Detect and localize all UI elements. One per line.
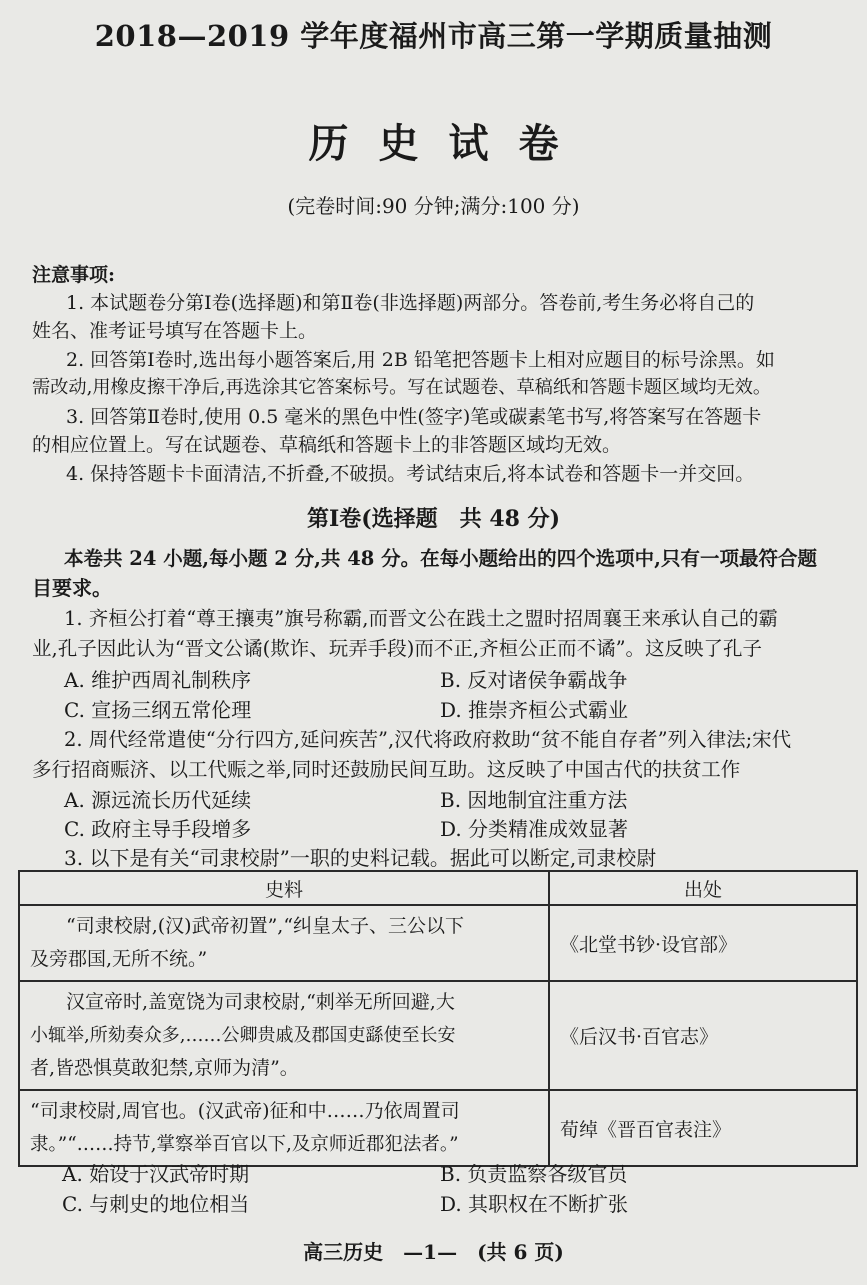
table-cell-text	[19, 905, 549, 981]
question-3-option-a[interactable]: A. 始设于汉武帝时期	[62, 1162, 250, 1186]
question-1-option-a[interactable]: A. 维护西周礼制秩序	[64, 668, 252, 692]
question-1-stem: 1. 齐桓公打着“尊王攘夷”旗号称霸,而晋文公在践土之盟时招周襄王来承认自己的霸	[64, 607, 778, 630]
cell-line: 小辄举,所劾奏众多,……公卿贵戚及郡国吏繇使至长安	[30, 1025, 456, 1046]
cell-line: 隶。”“……持节,掌察举百官以下,及京师近郡犯法者。”	[30, 1134, 459, 1155]
exam-meta: (完卷时间:90 分钟;满分:100 分)	[287, 194, 580, 218]
exam-title: 2018—2019 学年度福州市高三第一学期质量抽测	[94, 19, 773, 53]
cell-line: 汉宣帝时,盖宽饶为司隶校尉,“刺举无所回避,大	[66, 991, 455, 1013]
note-line: 的相应位置上。写在试题卷、草稿纸和答题卡上的非答题区域均无效。	[32, 434, 622, 456]
question-3-option-b[interactable]: B. 负责监察各级官员	[440, 1162, 628, 1186]
subject-title: 历史试卷	[308, 120, 589, 167]
note-line: 需改动,用橡皮擦干净后,再选涂其它答案标号。写在试题卷、草稿纸和答题卡题区域均无效。	[32, 377, 772, 398]
question-2-stem: 2. 周代经常遣使“分行四方,延问疾苦”,汉代将政府救助“贫不能自存者”列入律法;宋代	[64, 728, 792, 751]
column-header-source-text: 史料	[19, 871, 549, 905]
section-intro: 目要求。	[32, 576, 112, 600]
section-title: 第Ⅰ卷(选择题 共 48 分)	[306, 506, 561, 532]
table-row	[19, 905, 857, 981]
question-2-option-d[interactable]: D. 分类精准成效显著	[440, 817, 629, 841]
question-2-option-a[interactable]: A. 源远流长历代延续	[64, 788, 252, 812]
question-1-stem: 业,孔子因此认为“晋文公谲(欺诈、玩弄手段)而不正,齐桓公正而不谲”。这反映了孔子	[32, 637, 763, 660]
source-table	[18, 870, 858, 1167]
cell-line: 者,皆恐惧莫敢犯禁,京师为清”。	[30, 1057, 299, 1079]
table-cell-text	[19, 1090, 549, 1166]
table-cell-source: 《后汉书·百官志》	[549, 981, 857, 1090]
question-3-stem: 3. 以下是有关“司隶校尉”一职的史料记载。据此可以断定,司隶校尉	[64, 846, 657, 870]
question-2-stem: 多行招商赈济、以工代赈之举,同时还鼓励民间互助。这反映了中国古代的扶贫工作	[32, 758, 741, 781]
note-line: 4. 保持答题卡卡面清洁,不折叠,不破损。考试结束后,将本试卷和答题卡一并交回。	[66, 463, 755, 485]
table-cell-source: 《北堂书钞·设官部》	[549, 905, 857, 981]
question-2-option-c[interactable]: C. 政府主导手段增多	[64, 817, 252, 841]
cell-line: “司隶校尉,周官也。(汉武帝)征和中……乃依周置司	[30, 1100, 460, 1122]
notes-heading: 注意事项:	[32, 264, 116, 286]
note-line: 2. 回答第Ⅰ卷时,选出每小题答案后,用 2B 铅笔把答题卡上相对应题目的标号涂黑。如	[66, 349, 775, 371]
note-line: 3. 回答第Ⅱ卷时,使用 0.5 毫米的黑色中性(签字)笔或碳素笔书写,将答案写在答题卡	[66, 406, 762, 428]
question-1-option-c[interactable]: C. 宣扬三纲五常伦理	[64, 698, 252, 722]
question-1-option-d[interactable]: D. 推崇齐桓公式霸业	[440, 698, 629, 722]
column-header-origin: 出处	[549, 871, 857, 905]
question-3-option-c[interactable]: C. 与刺史的地位相当	[62, 1192, 250, 1216]
question-1-option-b[interactable]: B. 反对诸侯争霸战争	[440, 668, 628, 692]
section-intro: 本卷共 24 小题,每小题 2 分,共 48 分。在每小题给出的四个选项中,只有一项最符合题	[64, 547, 817, 570]
cell-line: 及旁郡国,无所不统。”	[30, 948, 208, 970]
table-row	[19, 1090, 857, 1166]
table-row	[19, 981, 857, 1090]
table-cell-source: 荀绰《晋百官表注》	[549, 1090, 857, 1166]
note-line: 姓名、准考证号填写在答题卡上。	[32, 320, 318, 342]
note-line: 1. 本试题卷分第Ⅰ卷(选择题)和第Ⅱ卷(非选择题)两部分。答卷前,考生务必将自己的	[66, 292, 755, 314]
question-2-option-b[interactable]: B. 因地制宜注重方法	[440, 788, 628, 812]
question-3-option-d[interactable]: D. 其职权在不断扩张	[440, 1192, 629, 1216]
table-cell-text	[19, 981, 549, 1090]
page-footer: 高三历史 —1— (共 6 页)	[303, 1240, 564, 1264]
cell-line: “司隶校尉,(汉)武帝初置”,“纠皇太子、三公以下	[66, 915, 465, 937]
